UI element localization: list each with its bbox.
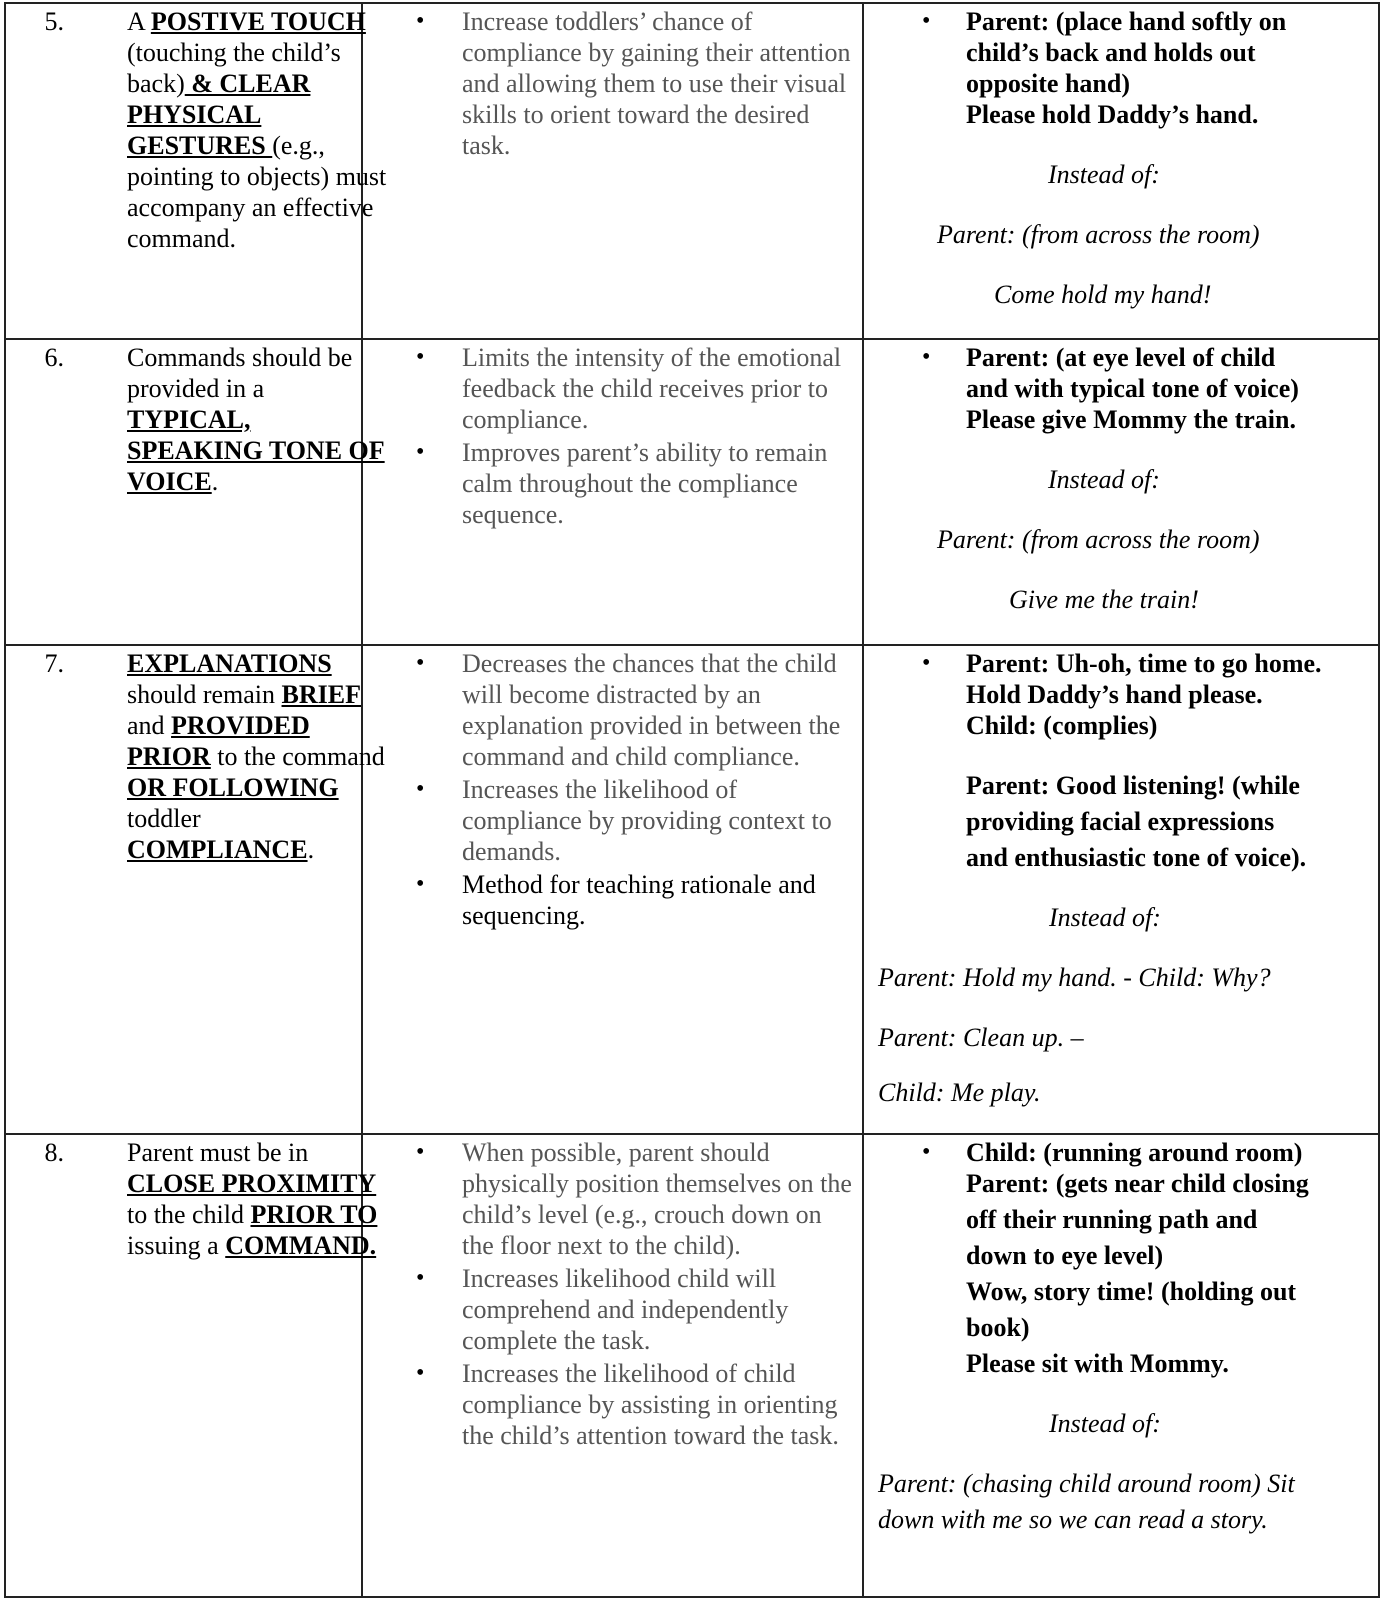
text-segment: . <box>211 467 219 496</box>
text-segment: . <box>307 835 315 864</box>
column-divider <box>862 2 864 1598</box>
emphasis-segment: & CLEAR PHYSICAL GESTURES <box>127 69 311 160</box>
emphasis-segment: EXPLANATIONS <box>127 649 332 678</box>
rationale-list <box>416 6 856 161</box>
example-line: Parent: (gets near child closing <box>966 1169 1309 1198</box>
rationale-item: • Improves parent’s ability to remain calm throughout the compliance sequence. <box>416 437 856 530</box>
example-line: book) <box>966 1313 1030 1342</box>
emphasis-segment: BRIEF <box>281 680 361 709</box>
example-line: child’s back and holds out <box>966 38 1256 67</box>
row-divider <box>4 2 1380 4</box>
row-divider <box>4 1596 1380 1598</box>
rationale-cell <box>416 648 856 933</box>
example-block <box>866 648 1352 1108</box>
alternative-line: Child: Me play. <box>878 1078 1041 1107</box>
example-line: • Child: (running around room) <box>866 1137 1352 1168</box>
example-line: Parent: Good listening! (while <box>966 771 1300 800</box>
rationale-list <box>416 648 856 931</box>
rationale-item: • Increases the likelihood of child compliance by assisting in orienting the child’s attention toward the task. <box>416 1358 856 1451</box>
example-line: off their running path and <box>966 1205 1258 1234</box>
alternative-line: Parent: Clean up. – <box>878 1023 1084 1052</box>
row-number: 7. <box>44 649 64 678</box>
rationale-item: • Increase toddlers’ chance of compliance by gaining their attention and allowing them to use their visual skills to orient toward the desired task. <box>416 6 856 161</box>
example-line: Please give Mommy the train. <box>966 405 1296 434</box>
example-block <box>866 1137 1352 1535</box>
row-number: 5. <box>44 7 64 36</box>
text-segment: Commands should be provided in a <box>127 343 353 403</box>
alternative-line: Parent: (from across the room) <box>937 220 1260 249</box>
text-segment: toddler <box>127 804 201 833</box>
emphasis-segment: POSTIVE TOUCH <box>150 7 366 36</box>
rationale-cell <box>416 6 856 163</box>
rationale-item: • Increases the likelihood of compliance by providing context to demands. <box>416 774 856 867</box>
text-segment: to the command <box>210 742 385 771</box>
column-divider <box>4 2 6 1598</box>
emphasis-segment: PROVIDED PRIOR <box>127 711 310 771</box>
text-segment: Parent must be in <box>127 1138 309 1167</box>
rationale-item: • When possible, parent should physically position themselves on the child’s level (e.g., crouch down on the floor next to the child). <box>416 1137 856 1261</box>
rationale-list <box>416 342 856 530</box>
alternative-line: Parent: (from across the room) <box>937 525 1260 554</box>
command-text <box>127 648 387 865</box>
text-segment: (e.g., pointing to objects) must accompany an effective command. <box>127 131 387 253</box>
row-divider <box>4 338 1380 340</box>
command-text <box>127 342 387 497</box>
alternative-line: Come hold my hand! <box>994 280 1212 309</box>
row-divider <box>4 1133 1380 1135</box>
text-segment: (touching the child’s back) <box>127 38 341 98</box>
rationale-item: • Limits the intensity of the emotional feedback the child receives prior to compliance. <box>416 342 856 435</box>
text-segment: to the child <box>127 1200 251 1229</box>
example-line: Please sit with Mommy. <box>966 1349 1229 1378</box>
emphasis-segment: TYPICAL, SPEAKING TONE OF VOICE <box>127 405 385 496</box>
example-line: • Parent: (place hand softly on <box>866 6 1352 37</box>
command-text <box>127 6 387 254</box>
rationale-item: • Decreases the chances that the child will become distracted by an explanation provided in between the command and child compliance. <box>416 648 856 772</box>
alternative-line: down with me so we can read a story. <box>878 1505 1268 1534</box>
example-line: • Parent: (at eye level of child <box>866 342 1352 373</box>
example-line: • Parent: Uh-oh, time to go home. <box>866 648 1352 679</box>
example-block <box>866 6 1352 310</box>
example-line: Hold Daddy’s hand please. <box>966 680 1263 709</box>
row-number: 8. <box>44 1138 64 1167</box>
alternative-line: Give me the train! <box>1009 585 1199 614</box>
emphasis-segment: CLOSE PROXIMITY <box>127 1169 377 1198</box>
instead-of-label: Instead of: <box>1048 160 1160 189</box>
emphasis-segment: COMPLIANCE <box>127 835 308 864</box>
rationale-list <box>416 1137 856 1451</box>
example-line: and enthusiastic tone of voice). <box>966 843 1307 872</box>
row-divider <box>4 644 1380 646</box>
text-segment: and <box>127 711 172 740</box>
instead-of-label: Instead of: <box>1048 465 1160 494</box>
column-divider <box>1378 2 1380 1598</box>
example-line: Child: (complies) <box>966 711 1158 740</box>
rationale-item: • Method for teaching rationale and sequencing. <box>416 869 856 931</box>
instead-of-label: Instead of: <box>1049 1409 1161 1438</box>
emphasis-segment: OR FOLLOWING <box>127 773 339 802</box>
text-segment: issuing a <box>127 1231 226 1260</box>
example-line: opposite hand) <box>966 69 1130 98</box>
text-segment: A <box>127 7 151 36</box>
rationale-cell <box>416 1137 856 1453</box>
example-line: and with typical tone of voice) <box>966 374 1299 403</box>
example-line: providing facial expressions <box>966 807 1275 836</box>
example-line: Wow, story time! (holding out <box>966 1277 1297 1306</box>
command-text <box>127 1137 387 1261</box>
guidelines-table <box>4 2 1380 1598</box>
rationale-cell <box>416 342 856 532</box>
example-line: down to eye level) <box>966 1241 1164 1270</box>
alternative-line: Parent: Hold my hand. - Child: Why? <box>878 963 1271 992</box>
row-number: 6. <box>44 343 64 372</box>
emphasis-segment: PRIOR TO <box>250 1200 378 1229</box>
text-segment: should remain <box>127 680 282 709</box>
example-block <box>866 342 1352 615</box>
instead-of-label: Instead of: <box>1049 903 1161 932</box>
emphasis-segment: COMMAND. <box>225 1231 377 1260</box>
rationale-item: • Increases likelihood child will comprehend and independently complete the task. <box>416 1263 856 1356</box>
alternative-line: Parent: (chasing child around room) Sit <box>878 1469 1295 1498</box>
example-line: Please hold Daddy’s hand. <box>966 100 1259 129</box>
